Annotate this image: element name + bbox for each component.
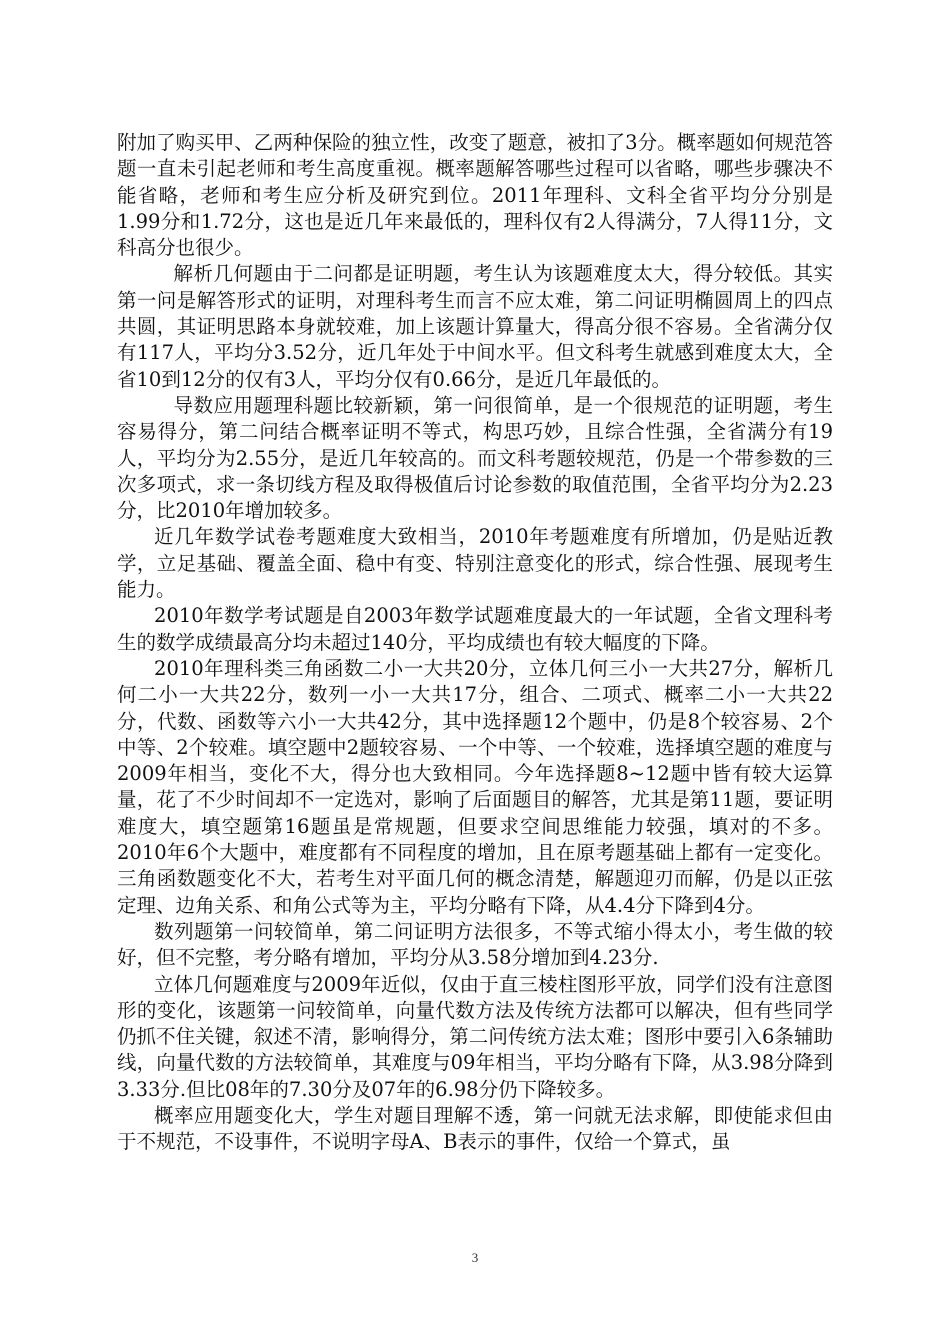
document-body: [117, 130, 833, 1156]
paragraph: 2010年理科类三角函数二小一大共20分，立体几何三小一大共27分，解析几何二小一大共22分，数列一小一大共17分，组合、二项式、概率二小一大共22分，代数、函数等六小一大共42分，其中选择题12个题中，仍是8个较容易、2个中等、2个较难。填空题中2题较容易、一个中等、一个较难，选择填空题的难度与2009年相当，变化不大，得分也大致相同。今年选择题8~12题中皆有较大运算量，花了不少时间却不一定选对，影响了后面题目的解答，尤其是第11题，要证明难度大，填空题第16题虽是常规题，但要求空间思维能力较强，填对的不多。2010年6个大题中，难度都有不同程度的增加，且在原考题基础上都有一定变化。三角函数题变化不大，若考生对平面几何的概念清楚，解题迎刃而解，仍是以正弦定理、边角关系、和角公式等为主，平均分略有下降，从4.4分下降到4分。: [117, 656, 833, 917]
paragraph: 导数应用题理科题比较新颖，第一问很简单，是一个很规范的证明题，考生容易得分，第二问结合概率证明不等式，构思巧妙，且综合性强，全省满分有19人，平均分为2.55分，是近几年较高的。而文科考题较规范，仍是一个带参数的三次多项式，求一条切线方程及取得极值后讨论参数的取值范围，全省平均分为2.23分，比2010年增加较多。: [117, 393, 833, 523]
paragraph: 立体几何题难度与2009年近似，仅由于直三棱柱图形平放，同学们没有注意图形的变化，该题第一问较简单，向量代数方法及传统方法都可以解决，但有些同学仍抓不住关键，叙述不清，影响得分，第二问传统方法太难；图形中要引入6条辅助线，向量代数的方法较简单，其难度与09年相当，平均分略有下降，从3.98分降到3.33分.但比08年的7.30分及07年的6.98分仍下降较多。: [117, 972, 833, 1101]
paragraph: 附加了购买甲、乙两种保险的独立性，改变了题意，被扣了3分。概率题如何规范答题一直未引起老师和考生高度重视。概率题解答哪些过程可以省略，哪些步骤决不能省略，老师和考生应分析及研究到位。2011年理科、文科全省平均分分别是1.99分和1.72分，这也是近几年来最低的，理科仅有2人得满分，7人得11分，文科高分也很少。: [117, 131, 833, 260]
paragraph: 近几年数学试卷考题难度大致相当，2010年考题难度有所增加，仍是贴近教学，立足基础、覆盖全面、稳中有变、特别注意变化的形式，综合性强、展现考生能力。: [117, 525, 833, 602]
paragraph: 数列题第一问较简单，第二问证明方法很多，不等式缩小得太小，考生做的较好，但不完整，考分略有增加，平均分从3.58分增加到4.23分.: [117, 919, 833, 970]
page-number: 3: [471, 1250, 479, 1265]
paragraph: 2010年数学考试题是自2003年数学试题难度最大的一年试题，全省文理科考生的数学成绩最高分均未超过140分，平均成绩也有较大幅度的下降。: [117, 604, 833, 654]
paragraph: 解析几何题由于二问都是证明题，考生认为该题难度太大，得分较低。其实第一问是解答形式的证明，对理科考生而言不应太难，第二问证明椭圆周上的四点共圆，其证明思路本身就较难，加上该题计算量大，得高分很不容易。全省满分仅有117人，平均分3.52分，近几年处于中间水平。但文科考生就感到难度太大，全省10到12分的仅有3人，平均分仅有0.66分，是近几年最低的。: [117, 262, 833, 391]
paragraph: 概率应用题变化大，学生对题目理解不透，第一问就无法求解，即使能求但由于不规范，不设事件，不说明字母A、B表示的事件，仅给一个算式，虽: [117, 1103, 833, 1154]
